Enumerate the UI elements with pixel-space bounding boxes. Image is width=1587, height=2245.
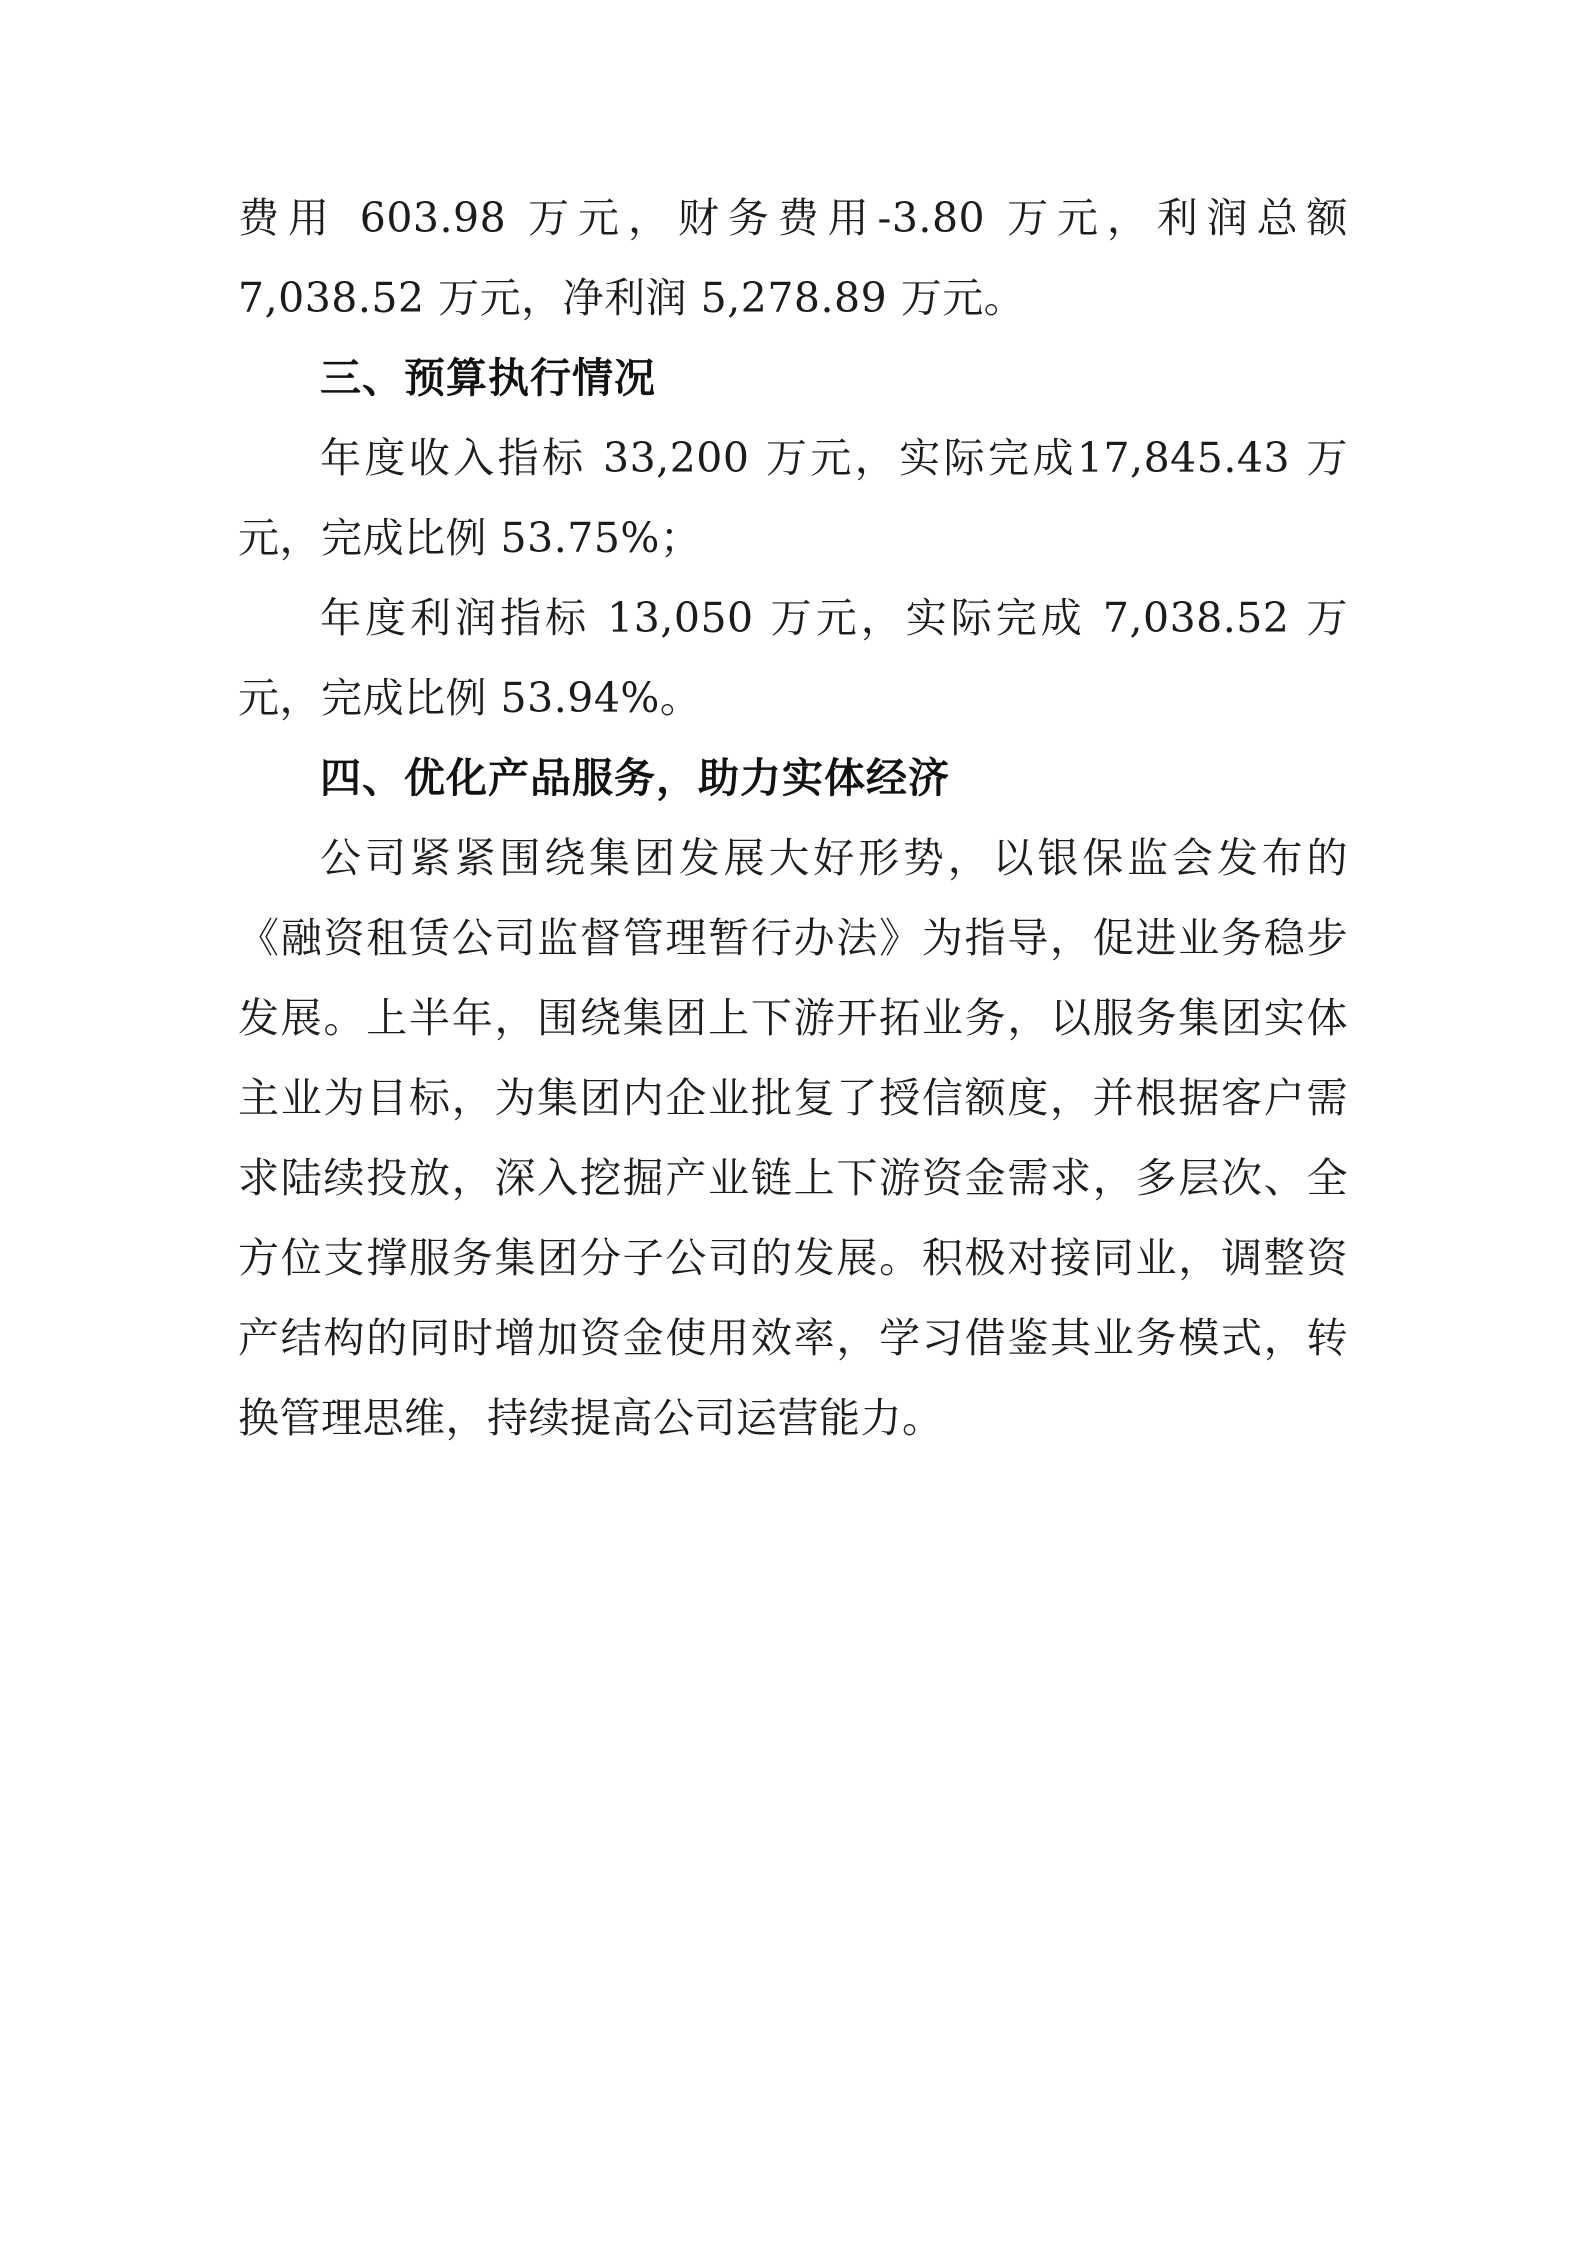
paragraph-profit-target: 年度利润指标 13,050 万元，实际完成 7,038.52 万元，完成比例 53.94%。 <box>238 594 1348 722</box>
document-body <box>238 178 1348 1458</box>
heading-optimize-service: 四、优化产品服务，助力实体经济 <box>320 754 950 802</box>
paragraph-income-target: 年度收入指标 33,200 万元，实际完成17,845.43 万元，完成比例 53.75%； <box>238 434 1348 562</box>
paragraph-business-development: 公司紧紧围绕集团发展大好形势，以银保监会发布的《融资租赁公司监督管理暂行办法》为指导，促进业务稳步发展。上半年，围绕集团上下游开拓业务，以服务集团实体主业为目标，为集团内企业批复了授信额度，并根据客户需求陆续投放，深入挖掘产业链上下游资金需求，多层次、全方位支撑服务集团分子公司的发展。积极对接同业，调整资产结构的同时增加资金使用效率，学习借鉴其业务模式，转换管理思维，持续提高公司运营能力。 <box>238 834 1348 1442</box>
paragraph-financial-summary: 费用 603.98 万元，财务费用-3.80 万元，利润总额 7,038.52 万元，净利润 5,278.89 万元。 <box>238 194 1348 322</box>
heading-budget-execution: 三、预算执行情况 <box>320 354 656 402</box>
